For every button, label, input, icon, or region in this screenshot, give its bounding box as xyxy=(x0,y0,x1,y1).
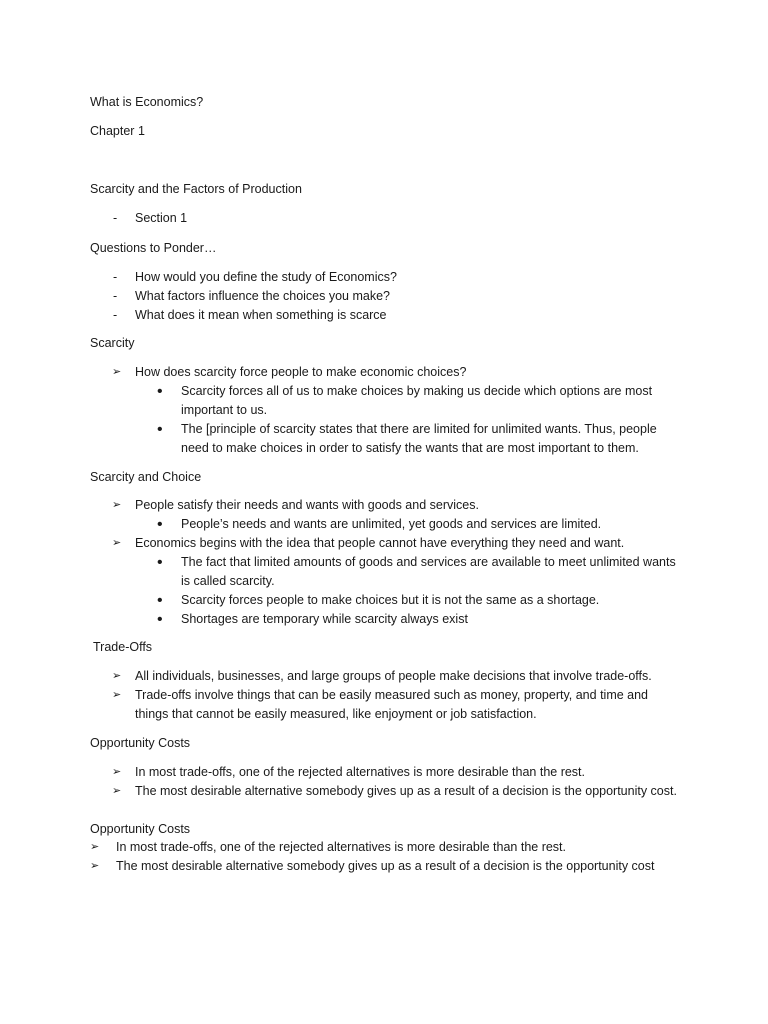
list-item-text: How would you define the study of Economics? xyxy=(135,270,397,284)
arrow-marker-icon: ➢ xyxy=(90,841,100,853)
list-item-text: The most desirable alternative somebody gives up as a result of a decision is the opportunity cost xyxy=(116,859,655,873)
list-item xyxy=(0,610,768,629)
list-item xyxy=(0,782,768,801)
chapter-label: Chapter 1 xyxy=(90,124,145,138)
trade-offs-heading: Trade-Offs xyxy=(93,640,153,654)
list-item xyxy=(0,553,768,591)
list-item-text: Section 1 xyxy=(135,211,188,225)
list-item xyxy=(0,515,768,534)
dash-marker: - xyxy=(113,308,118,322)
document-title: What is Economics? xyxy=(90,95,204,109)
scarcity-choice-heading: Scarcity and Choice xyxy=(90,470,202,484)
list-item-text: How does scarcity force people to make economic choices? xyxy=(135,365,467,379)
list-item xyxy=(0,287,768,306)
scarcity-heading: Scarcity xyxy=(90,336,135,350)
list-item xyxy=(0,591,768,610)
arrow-marker-icon: ➢ xyxy=(112,689,122,701)
opportunity-costs-heading: Opportunity Costs xyxy=(90,736,191,750)
list-item-text: Economics begins with the idea that people cannot have everything they need and want. xyxy=(135,536,625,550)
list-item-text: What does it mean when something is scarce xyxy=(135,308,387,322)
dash-marker: - xyxy=(113,211,118,225)
list-item xyxy=(0,382,768,420)
bullet-marker: • xyxy=(157,421,163,438)
bullet-marker: • xyxy=(157,516,163,533)
arrow-marker-icon: ➢ xyxy=(112,366,122,378)
list-item-text: People’s needs and wants are unlimited, yet goods and services are limited. xyxy=(181,517,602,531)
list-item xyxy=(0,268,768,287)
ponder-heading: Questions to Ponder… xyxy=(90,241,217,255)
list-item-text: The fact that limited amounts of goods and services are available to meet unlimited wants is called scarcity. xyxy=(181,555,676,588)
list-item xyxy=(0,209,768,228)
arrow-marker-icon: ➢ xyxy=(112,537,122,549)
arrow-marker-icon: ➢ xyxy=(112,766,122,778)
dash-marker: - xyxy=(113,270,118,284)
list-item-text: In most trade-offs, one of the rejected alternatives is more desirable than the rest. xyxy=(135,765,586,779)
section-heading: Scarcity and the Factors of Production xyxy=(90,182,302,196)
list-item-text: Shortages are temporary while scarcity always exist xyxy=(181,612,468,626)
list-item-text: What factors influence the choices you make? xyxy=(135,289,390,303)
list-item xyxy=(0,838,768,857)
opportunity-costs-list-repeat xyxy=(0,838,768,876)
list-item-text: In most trade-offs, one of the rejected alternatives is more desirable than the rest. xyxy=(116,840,567,854)
ponder-list xyxy=(0,268,768,325)
list-item-text: The [principle of scarcity states that there are limited for unlimited wants. Thus, people need to make choices in order to satisfy the wants that are most important to them. xyxy=(181,422,657,455)
dash-marker: - xyxy=(113,289,118,303)
list-item xyxy=(0,420,768,458)
list-item xyxy=(0,496,768,515)
arrow-marker-icon: ➢ xyxy=(90,860,100,872)
arrow-marker-icon: ➢ xyxy=(112,785,122,797)
list-item-text: Scarcity forces people to make choices but it is not the same as a shortage. xyxy=(181,593,600,607)
list-item-text: The most desirable alternative somebody gives up as a result of a decision is the opportunity cost. xyxy=(135,784,677,798)
scarcity-choice-list xyxy=(0,496,768,629)
list-item-text: All individuals, businesses, and large groups of people make decisions that involve trade-offs. xyxy=(135,669,652,683)
arrow-marker-icon: ➢ xyxy=(112,499,122,511)
bullet-marker: • xyxy=(157,383,163,400)
list-item xyxy=(0,363,768,382)
section-list xyxy=(0,209,768,228)
list-item xyxy=(0,857,768,876)
list-item xyxy=(0,763,768,782)
arrow-marker-icon: ➢ xyxy=(112,670,122,682)
opportunity-costs-list xyxy=(0,763,768,801)
list-item xyxy=(0,534,768,553)
trade-offs-list xyxy=(0,667,768,724)
list-item xyxy=(0,306,768,325)
opportunity-costs-heading-repeat: Opportunity Costs xyxy=(90,822,191,836)
bullet-marker: • xyxy=(157,592,163,609)
list-item xyxy=(0,686,768,724)
bullet-marker: • xyxy=(157,611,163,628)
list-item-text: People satisfy their needs and wants with goods and services. xyxy=(135,498,479,512)
list-item xyxy=(0,667,768,686)
list-item-text: Scarcity forces all of us to make choices by making us decide which options are most important to us. xyxy=(181,384,653,417)
scarcity-list xyxy=(0,363,768,458)
bullet-marker: • xyxy=(157,554,163,571)
list-item-text: Trade-offs involve things that can be easily measured such as money, property, and time and things that cannot be easily measured, like enjoyment or job satisfaction. xyxy=(135,688,649,721)
